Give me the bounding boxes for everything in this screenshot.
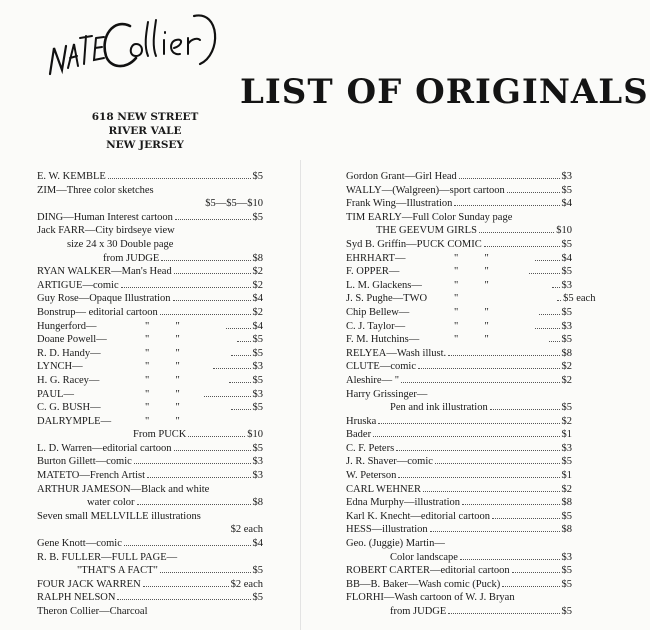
- dot-leader: [160, 571, 251, 573]
- item-label: MATETO—French Artist: [37, 470, 146, 482]
- ditto-marks: " ": [454, 252, 489, 264]
- item-price: $3: [561, 551, 572, 563]
- address-line: RIVER VALE: [108, 125, 182, 137]
- item-price: $5: [561, 184, 572, 196]
- dot-leader: [117, 598, 250, 600]
- item-price: $5: [561, 578, 572, 590]
- item-price: $3: [561, 320, 572, 332]
- item-label: Burton Gillett—comic: [37, 456, 132, 468]
- item-label: Seven small MELLVILLE illustrations: [37, 510, 201, 522]
- dot-leader: [396, 449, 559, 451]
- dot-leader: [502, 585, 559, 587]
- item-label: FOUR JACK WARREN: [37, 578, 141, 590]
- list-item: [37, 347, 263, 361]
- address-block: [80, 110, 210, 152]
- dot-leader: [137, 503, 251, 505]
- dot-leader: [147, 476, 250, 478]
- dot-leader: [204, 395, 251, 397]
- item-label: RALPH NELSON: [37, 592, 116, 604]
- item-label: C. J. Taylor—: [346, 320, 406, 332]
- item-price: $5: [561, 606, 572, 617]
- item-price: $5: [252, 402, 263, 414]
- list-item: [346, 360, 572, 374]
- item-label: HESS—illustration: [346, 524, 428, 536]
- list-item: [37, 483, 263, 497]
- item-label: Gordon Grant—Girl Head: [346, 171, 457, 182]
- list-item: [37, 428, 263, 442]
- list-item: [37, 415, 263, 429]
- item-price: $8: [561, 497, 572, 509]
- item-label: CARL WEHNER: [346, 483, 421, 495]
- list-item: [37, 306, 263, 320]
- item-label: water color: [87, 497, 135, 509]
- item-label: ROBERT CARTER—editorial cartoon: [346, 565, 510, 577]
- item-label: TIM EARLY—Full Color Sunday page: [346, 211, 513, 223]
- item-label: L. D. Warren—editorial cartoon: [37, 442, 172, 454]
- item-label: C. F. Peters: [346, 442, 395, 454]
- ditto-marks: " ": [145, 347, 180, 359]
- list-item: [346, 320, 572, 334]
- list-item: [37, 333, 263, 347]
- item-label: RYAN WALKER—Man's Head: [37, 266, 172, 278]
- dot-leader: [484, 245, 560, 247]
- item-label: From PUCK: [133, 429, 187, 441]
- list-item: [37, 578, 263, 592]
- item-price: $3: [561, 279, 572, 291]
- list-item: [37, 551, 263, 565]
- item-price: $2: [561, 415, 572, 427]
- item-label: Color landscape: [390, 551, 458, 563]
- list-item: [346, 224, 572, 238]
- list-item: [346, 197, 572, 211]
- dot-leader: [237, 340, 251, 342]
- item-label: RELYEA—Wash illust.: [346, 347, 447, 359]
- list-item: [37, 184, 263, 198]
- ditto-marks: " ": [145, 388, 180, 400]
- dot-leader: [552, 286, 560, 288]
- dot-leader: [226, 327, 250, 329]
- list-item: [37, 265, 263, 279]
- item-price: $3: [252, 470, 263, 482]
- dot-leader: [401, 381, 560, 383]
- list-item: [346, 523, 572, 537]
- item-label: L. M. Glackens—: [346, 279, 422, 291]
- list-item: [37, 374, 263, 388]
- item-price: $5: [252, 442, 263, 454]
- item-label: Edna Murphy—illustration: [346, 497, 461, 509]
- item-label: DING—Human Interest cartoon: [37, 211, 173, 223]
- item-label: Doane Powell—: [37, 334, 107, 346]
- list-item: [346, 184, 572, 198]
- list-item: [346, 551, 572, 565]
- dot-leader: [108, 177, 251, 179]
- item-label: Guy Rose—Opaque Illustration: [37, 293, 171, 305]
- item-label: Hruska: [346, 415, 377, 427]
- list-item: [37, 170, 263, 184]
- dot-leader: [213, 367, 251, 369]
- ditto-marks: " ": [454, 306, 489, 318]
- item-label: FLORHI—Wash cartoon of W. J. Bryan: [346, 592, 515, 604]
- list-item: [346, 483, 572, 497]
- item-label: J. R. Shaver—comic: [346, 456, 433, 468]
- list-item: [37, 537, 263, 551]
- ditto-marks: " ": [145, 415, 180, 427]
- item-price: $5: [252, 565, 263, 577]
- item-price: $8: [252, 497, 263, 509]
- list-item: [346, 170, 572, 184]
- item-price: $4: [561, 198, 572, 210]
- item-price: $3: [561, 171, 572, 182]
- nate-collier-signature-logo: [44, 8, 224, 88]
- item-price: $4: [561, 252, 572, 264]
- item-label: Bonstrup— editorial cartoon: [37, 306, 158, 318]
- list-item: [37, 238, 263, 252]
- dot-leader: [160, 313, 251, 315]
- list-item: [37, 224, 263, 238]
- item-label: H. G. Racey—: [37, 374, 100, 386]
- item-price: $4: [252, 293, 263, 305]
- item-label: Geo. (Juggie) Martin—: [346, 538, 445, 550]
- list-item: [37, 591, 263, 605]
- list-item: [37, 564, 263, 578]
- dot-leader: [490, 408, 560, 410]
- dot-leader: [430, 530, 560, 532]
- list-item: [346, 347, 572, 361]
- ditto-marks: " ": [454, 266, 489, 278]
- list-item: [346, 279, 572, 293]
- item-label: CLUTE—comic: [346, 361, 416, 373]
- item-price: $1: [561, 429, 572, 441]
- dot-leader: [231, 408, 251, 410]
- list-item: [37, 442, 263, 456]
- item-price: $2 each: [230, 578, 263, 590]
- address-line: 618 NEW STREET: [91, 111, 199, 123]
- ditto-marks: " ": [145, 374, 180, 386]
- ditto-marks: " ": [145, 334, 180, 346]
- item-label: Pen and ink illustration: [390, 402, 488, 414]
- dot-leader: [512, 571, 560, 573]
- list-item: [346, 401, 572, 415]
- dot-leader: [454, 204, 559, 206]
- item-label: $2 each: [230, 524, 263, 536]
- item-label: LYNCH—: [37, 361, 83, 373]
- list-item: [37, 523, 263, 537]
- item-label: ZIM—Three color sketches: [37, 184, 154, 196]
- item-price: $2: [252, 266, 263, 278]
- list-item: [37, 197, 263, 211]
- list-item: [346, 388, 572, 402]
- item-price: $10: [247, 429, 263, 441]
- dot-leader: [535, 327, 559, 329]
- dot-leader: [134, 462, 251, 464]
- dot-leader: [398, 476, 559, 478]
- dot-leader: [535, 259, 559, 261]
- list-item: [37, 401, 263, 415]
- dot-leader: [124, 544, 251, 546]
- ditto-marks: " ": [145, 320, 180, 332]
- dot-leader: [378, 422, 559, 424]
- dot-leader: [459, 177, 560, 179]
- item-label: WALLY—(Walgreen)—sport cartoon: [346, 184, 505, 196]
- item-price: $1: [561, 470, 572, 482]
- list-item: [346, 374, 572, 388]
- list-item: [346, 211, 572, 225]
- dot-leader: [479, 231, 554, 233]
- dot-leader: [175, 218, 251, 220]
- dot-leader: [507, 191, 560, 193]
- dot-leader: [229, 381, 250, 383]
- item-label: J. S. Pughe—TWO: [346, 293, 428, 305]
- item-label: Chip Bellew—: [346, 306, 410, 318]
- list-item: [346, 428, 572, 442]
- dot-leader: [423, 490, 560, 492]
- list-item: [37, 252, 263, 266]
- item-price: $5: [561, 266, 572, 278]
- item-price: $8: [561, 524, 572, 536]
- dot-leader: [188, 435, 245, 437]
- list-item: [346, 252, 572, 266]
- dot-leader: [529, 272, 559, 274]
- dot-leader: [231, 354, 251, 356]
- list-item: [37, 605, 263, 619]
- item-price: $5: [561, 334, 572, 346]
- left-column-list: [37, 170, 263, 619]
- item-price: $3: [252, 456, 263, 468]
- dot-leader: [418, 367, 560, 369]
- dot-leader: [492, 517, 559, 519]
- item-price: $8: [561, 347, 572, 359]
- list-item: [37, 320, 263, 334]
- dot-leader: [174, 272, 251, 274]
- item-price: $5: [561, 565, 572, 577]
- item-label: E. W. KEMBLE: [37, 171, 106, 182]
- item-price: $5: [252, 334, 263, 346]
- item-price: $5: [252, 171, 263, 182]
- ditto-marks: ": [454, 293, 459, 305]
- dot-leader: [462, 503, 559, 505]
- item-price: $5: [252, 592, 263, 604]
- item-label: from JUDGE: [390, 606, 447, 617]
- list-item: [346, 605, 572, 619]
- list-item: [37, 469, 263, 483]
- item-label: THE GEEVUM GIRLS: [376, 225, 477, 237]
- item-price: $5: [252, 347, 263, 359]
- item-price: $4: [252, 538, 263, 550]
- list-item: [346, 238, 572, 252]
- item-price: $3: [252, 361, 263, 373]
- item-price: $5: [561, 510, 572, 522]
- item-price: $5 each: [563, 293, 596, 305]
- item-label: Frank Wing—Illustration: [346, 198, 453, 210]
- item-label: Theron Collier—Charcoal: [37, 606, 148, 617]
- list-item: [346, 442, 572, 456]
- list-item: [346, 510, 572, 524]
- item-label: C. G. BUSH—: [37, 402, 101, 414]
- list-item: [346, 496, 572, 510]
- item-label: W. Peterson: [346, 470, 397, 482]
- list-item: [37, 211, 263, 225]
- list-item: [37, 388, 263, 402]
- item-price: $10: [556, 225, 572, 237]
- dot-leader: [373, 435, 559, 437]
- item-label: PAUL—: [37, 388, 74, 400]
- item-price: $2: [561, 483, 572, 495]
- dot-leader: [173, 299, 251, 301]
- dot-leader: [539, 313, 559, 315]
- item-label: F. OPPER—: [346, 266, 400, 278]
- item-label: size 24 x 30 Double page: [67, 238, 174, 250]
- item-price: $4: [252, 320, 263, 332]
- item-label: DALRYMPLE—: [37, 415, 112, 427]
- address-line: NEW JERSEY: [106, 139, 184, 151]
- item-label: Gene Knott—comic: [37, 538, 122, 550]
- item-label: ARTIGUE—comic: [37, 279, 119, 291]
- list-item: [346, 415, 572, 429]
- list-item: [346, 591, 572, 605]
- item-label: Karl K. Knecht—editorial cartoon: [346, 510, 491, 522]
- list-item: [37, 496, 263, 510]
- item-price: $5: [252, 374, 263, 386]
- list-item: [346, 292, 596, 306]
- item-price: $5: [561, 402, 572, 414]
- item-label: Hungerford—: [37, 320, 97, 332]
- item-label: "THAT'S A FACT": [77, 565, 158, 577]
- dot-leader: [448, 354, 559, 356]
- ditto-marks: " ": [454, 334, 489, 346]
- dot-leader: [549, 340, 559, 342]
- item-price: $5: [561, 238, 572, 250]
- page-title: LIST OF ORIGINALS: [240, 72, 649, 112]
- item-price: $3: [252, 388, 263, 400]
- item-label: EHRHART—: [346, 252, 406, 264]
- dot-leader: [161, 259, 250, 261]
- dot-leader: [143, 585, 229, 587]
- dot-leader: [557, 299, 561, 301]
- item-label: ARTHUR JAMESON—Black and white: [37, 483, 210, 495]
- list-item: [37, 292, 263, 306]
- list-item: [346, 578, 572, 592]
- dot-leader: [121, 286, 251, 288]
- dot-leader: [435, 462, 560, 464]
- item-label: Syd B. Griffin—PUCK COMIC: [346, 238, 482, 250]
- list-item: [346, 537, 572, 551]
- ditto-marks: " ": [145, 402, 180, 414]
- dot-leader: [448, 612, 559, 614]
- column-divider: [300, 160, 301, 630]
- item-price: $2: [252, 279, 263, 291]
- item-price: $8: [252, 252, 263, 264]
- list-item: [37, 510, 263, 524]
- item-price: $5: [561, 456, 572, 468]
- dot-leader: [174, 449, 251, 451]
- item-price: $2: [561, 374, 572, 386]
- item-label: Jack FARR—City birdseye view: [37, 225, 175, 237]
- dot-leader: [460, 558, 560, 560]
- item-label: BB—B. Baker—Wash comic (Puck): [346, 578, 501, 590]
- item-label: from JUDGE: [103, 252, 160, 264]
- list-item: [346, 265, 572, 279]
- ditto-marks: " ": [454, 279, 489, 291]
- item-label: $5—$5—$10: [205, 198, 263, 210]
- list-item: [37, 279, 263, 293]
- item-price: $3: [561, 442, 572, 454]
- item-label: Bader: [346, 429, 372, 441]
- list-item: [37, 455, 263, 469]
- item-price: $2: [252, 306, 263, 318]
- ditto-marks: " ": [454, 320, 489, 332]
- item-price: $2: [561, 361, 572, 373]
- ditto-marks: " ": [145, 361, 180, 373]
- item-label: Harry Grissinger—: [346, 388, 428, 400]
- list-item: [346, 469, 572, 483]
- item-label: R. D. Handy—: [37, 347, 101, 359]
- item-price: $5: [561, 306, 572, 318]
- item-label: R. B. FULLER—FULL PAGE—: [37, 551, 178, 563]
- list-item: [346, 306, 572, 320]
- list-item: [37, 360, 263, 374]
- list-item: [346, 455, 572, 469]
- list-item: [346, 333, 572, 347]
- list-item: [346, 564, 572, 578]
- item-label: Aleshire— ": [346, 374, 399, 386]
- item-label: F. M. Hutchins—: [346, 334, 420, 346]
- right-column-list: [346, 170, 596, 619]
- item-price: $5: [252, 211, 263, 223]
